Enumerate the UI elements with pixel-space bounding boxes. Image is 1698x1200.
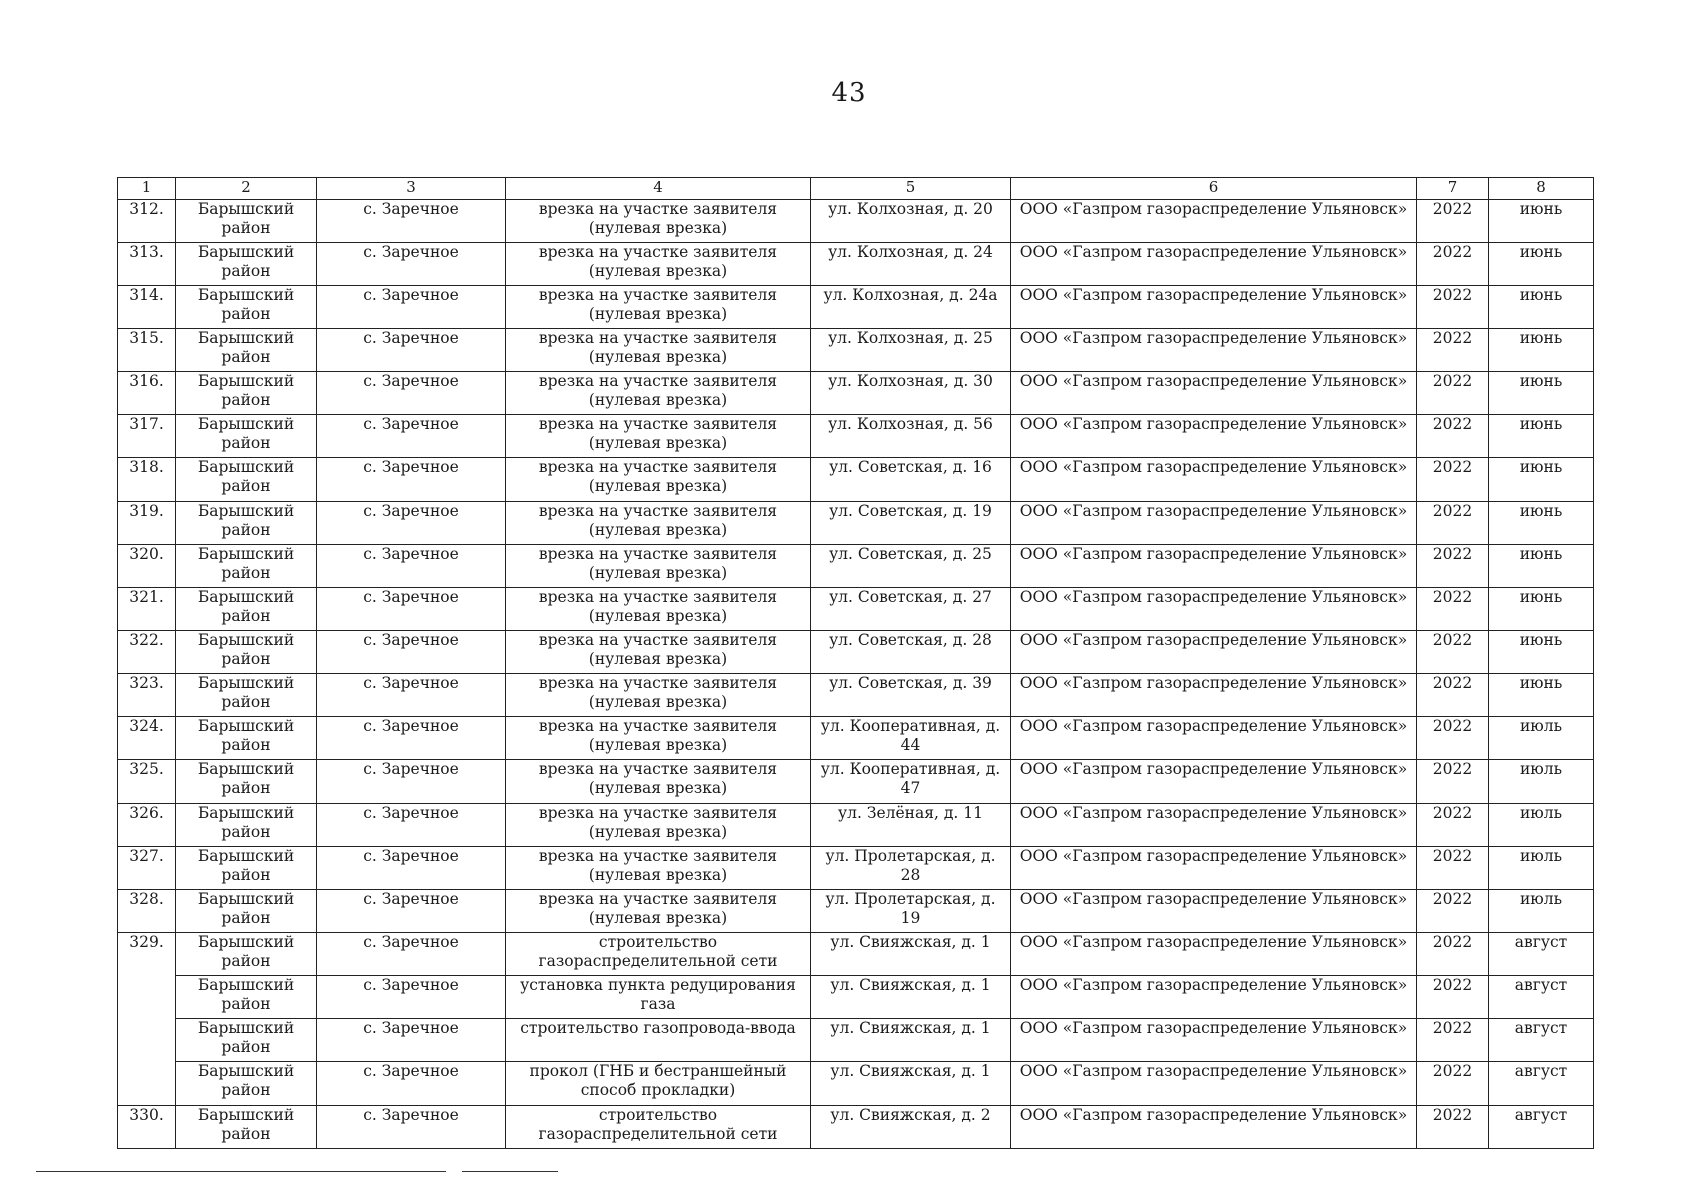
month-cell: июнь — [1489, 372, 1594, 415]
settlement-cell: с. Заречное — [317, 932, 506, 975]
organization-cell: ООО «Газпром газораспределение Ульяновск» — [1011, 803, 1417, 846]
month-cell: июль — [1489, 717, 1594, 760]
address-cell: ул. Колхозная, д. 30 — [811, 372, 1011, 415]
month-cell: август — [1489, 932, 1594, 975]
settlement-cell: с. Заречное — [317, 501, 506, 544]
organization-cell: ООО «Газпром газораспределение Ульяновск» — [1011, 544, 1417, 587]
year-cell: 2022 — [1417, 415, 1489, 458]
table-row — [118, 674, 1594, 717]
address-cell: ул. Колхозная, д. 24а — [811, 285, 1011, 328]
organization-cell: ООО «Газпром газораспределение Ульяновск» — [1011, 889, 1417, 932]
month-cell: июнь — [1489, 328, 1594, 371]
year-cell: 2022 — [1417, 1062, 1489, 1105]
settlement-cell: с. Заречное — [317, 760, 506, 803]
address-cell: ул. Колхозная, д. 25 — [811, 328, 1011, 371]
settlement-cell: с. Заречное — [317, 717, 506, 760]
address-cell: ул. Советская, д. 39 — [811, 674, 1011, 717]
district-cell: Барышский район — [176, 415, 317, 458]
address-cell: ул. Колхозная, д. 20 — [811, 199, 1011, 242]
organization-cell: ООО «Газпром газораспределение Ульяновск» — [1011, 717, 1417, 760]
work-type-cell: строительство газораспределительной сети — [506, 1105, 811, 1148]
header-cell: 7 — [1417, 178, 1489, 200]
table-row — [118, 1062, 1594, 1105]
settlement-cell: с. Заречное — [317, 544, 506, 587]
organization-cell: ООО «Газпром газораспределение Ульяновск» — [1011, 415, 1417, 458]
work-type-cell: строительство газораспределительной сети — [506, 932, 811, 975]
district-cell: Барышский район — [176, 717, 317, 760]
header-cell: 5 — [811, 178, 1011, 200]
table-row — [118, 803, 1594, 846]
organization-cell: ООО «Газпром газораспределение Ульяновск» — [1011, 760, 1417, 803]
address-cell: ул. Свияжская, д. 1 — [811, 1062, 1011, 1105]
table-row — [118, 1019, 1594, 1062]
address-cell: ул. Кооперативная, д. 47 — [811, 760, 1011, 803]
organization-cell: ООО «Газпром газораспределение Ульяновск» — [1011, 501, 1417, 544]
work-type-cell: установка пункта редуцирования газа — [506, 976, 811, 1019]
table-header-row — [118, 178, 1594, 200]
year-cell: 2022 — [1417, 1019, 1489, 1062]
month-cell: июль — [1489, 803, 1594, 846]
work-type-cell: врезка на участке заявителя (нулевая врезка) — [506, 372, 811, 415]
settlement-cell: с. Заречное — [317, 199, 506, 242]
month-cell: июнь — [1489, 630, 1594, 673]
address-cell: ул. Советская, д. 27 — [811, 587, 1011, 630]
month-cell: август — [1489, 1062, 1594, 1105]
year-cell: 2022 — [1417, 932, 1489, 975]
address-cell: ул. Зелёная, д. 11 — [811, 803, 1011, 846]
organization-cell: ООО «Газпром газораспределение Ульяновск» — [1011, 1062, 1417, 1105]
page-number: 43 — [831, 78, 867, 108]
month-cell: июль — [1489, 889, 1594, 932]
work-type-cell: врезка на участке заявителя (нулевая врезка) — [506, 285, 811, 328]
month-cell: июнь — [1489, 587, 1594, 630]
row-number-cell: 324. — [118, 717, 176, 760]
address-cell: ул. Свияжская, д. 1 — [811, 976, 1011, 1019]
row-number-cell: 316. — [118, 372, 176, 415]
row-number-cell: 312. — [118, 199, 176, 242]
table-row — [118, 458, 1594, 501]
address-cell: ул. Пролетарская, д. 28 — [811, 846, 1011, 889]
settlement-cell: с. Заречное — [317, 372, 506, 415]
row-number-cell: 323. — [118, 674, 176, 717]
work-type-cell: врезка на участке заявителя (нулевая врезка) — [506, 889, 811, 932]
district-cell: Барышский район — [176, 242, 317, 285]
organization-cell: ООО «Газпром газораспределение Ульяновск» — [1011, 328, 1417, 371]
month-cell: июль — [1489, 846, 1594, 889]
year-cell: 2022 — [1417, 285, 1489, 328]
table-row — [118, 932, 1594, 975]
work-type-cell: врезка на участке заявителя (нулевая врезка) — [506, 415, 811, 458]
address-cell: ул. Свияжская, д. 1 — [811, 932, 1011, 975]
row-number-cell: 325. — [118, 760, 176, 803]
district-cell: Барышский район — [176, 501, 317, 544]
district-cell: Барышский район — [176, 803, 317, 846]
work-type-cell: врезка на участке заявителя (нулевая врезка) — [506, 803, 811, 846]
schedule-table-wrapper — [117, 177, 1593, 1149]
settlement-cell: с. Заречное — [317, 285, 506, 328]
district-cell: Барышский район — [176, 544, 317, 587]
table-row — [118, 1105, 1594, 1148]
settlement-cell: с. Заречное — [317, 1105, 506, 1148]
district-cell: Барышский район — [176, 1019, 317, 1062]
year-cell: 2022 — [1417, 199, 1489, 242]
organization-cell: ООО «Газпром газораспределение Ульяновск» — [1011, 372, 1417, 415]
address-cell: ул. Советская, д. 16 — [811, 458, 1011, 501]
address-cell: ул. Советская, д. 25 — [811, 544, 1011, 587]
month-cell: июнь — [1489, 674, 1594, 717]
year-cell: 2022 — [1417, 846, 1489, 889]
address-cell: ул. Колхозная, д. 24 — [811, 242, 1011, 285]
organization-cell: ООО «Газпром газораспределение Ульяновск» — [1011, 242, 1417, 285]
table-body — [118, 178, 1594, 1149]
table-row — [118, 587, 1594, 630]
organization-cell: ООО «Газпром газораспределение Ульяновск» — [1011, 932, 1417, 975]
organization-cell: ООО «Газпром газораспределение Ульяновск» — [1011, 976, 1417, 1019]
year-cell: 2022 — [1417, 544, 1489, 587]
settlement-cell: с. Заречное — [317, 1062, 506, 1105]
address-cell: ул. Кооперативная, д. 44 — [811, 717, 1011, 760]
year-cell: 2022 — [1417, 372, 1489, 415]
district-cell: Барышский район — [176, 372, 317, 415]
organization-cell: ООО «Газпром газораспределение Ульяновск» — [1011, 674, 1417, 717]
work-type-cell: врезка на участке заявителя (нулевая врезка) — [506, 544, 811, 587]
month-cell: июнь — [1489, 242, 1594, 285]
organization-cell: ООО «Газпром газораспределение Ульяновск» — [1011, 1019, 1417, 1062]
year-cell: 2022 — [1417, 674, 1489, 717]
district-cell: Барышский район — [176, 760, 317, 803]
district-cell: Барышский район — [176, 458, 317, 501]
header-cell: 8 — [1489, 178, 1594, 200]
district-cell: Барышский район — [176, 976, 317, 1019]
work-type-cell: врезка на участке заявителя (нулевая врезка) — [506, 760, 811, 803]
year-cell: 2022 — [1417, 458, 1489, 501]
month-cell: июнь — [1489, 458, 1594, 501]
settlement-cell: с. Заречное — [317, 587, 506, 630]
district-cell: Барышский район — [176, 846, 317, 889]
work-type-cell: врезка на участке заявителя (нулевая врезка) — [506, 328, 811, 371]
row-number-cell: 318. — [118, 458, 176, 501]
work-type-cell: врезка на участке заявителя (нулевая врезка) — [506, 458, 811, 501]
table-row — [118, 976, 1594, 1019]
table-row — [118, 501, 1594, 544]
row-number-cell: 329. — [118, 932, 176, 1105]
row-number-cell: 313. — [118, 242, 176, 285]
year-cell: 2022 — [1417, 242, 1489, 285]
organization-cell: ООО «Газпром газораспределение Ульяновск» — [1011, 1105, 1417, 1148]
settlement-cell: с. Заречное — [317, 846, 506, 889]
district-cell: Барышский район — [176, 199, 317, 242]
organization-cell: ООО «Газпром газораспределение Ульяновск» — [1011, 630, 1417, 673]
table-row — [118, 717, 1594, 760]
month-cell: август — [1489, 1019, 1594, 1062]
year-cell: 2022 — [1417, 760, 1489, 803]
address-cell: ул. Пролетарская, д. 19 — [811, 889, 1011, 932]
header-cell: 3 — [317, 178, 506, 200]
row-number-cell: 330. — [118, 1105, 176, 1148]
table-row — [118, 328, 1594, 371]
table-row — [118, 285, 1594, 328]
row-number-cell: 320. — [118, 544, 176, 587]
month-cell: июнь — [1489, 199, 1594, 242]
settlement-cell: с. Заречное — [317, 415, 506, 458]
address-cell: ул. Колхозная, д. 56 — [811, 415, 1011, 458]
district-cell: Барышский район — [176, 889, 317, 932]
work-type-cell: врезка на участке заявителя (нулевая врезка) — [506, 501, 811, 544]
header-cell: 6 — [1011, 178, 1417, 200]
year-cell: 2022 — [1417, 1105, 1489, 1148]
settlement-cell: с. Заречное — [317, 630, 506, 673]
district-cell: Барышский район — [176, 285, 317, 328]
work-type-cell: врезка на участке заявителя (нулевая врезка) — [506, 846, 811, 889]
work-type-cell: врезка на участке заявителя (нулевая врезка) — [506, 674, 811, 717]
work-type-cell: строительство газопровода-ввода — [506, 1019, 811, 1062]
year-cell: 2022 — [1417, 587, 1489, 630]
month-cell: июль — [1489, 760, 1594, 803]
district-cell: Барышский район — [176, 932, 317, 975]
address-cell: ул. Свияжская, д. 2 — [811, 1105, 1011, 1148]
bottom-rule-left — [36, 1171, 446, 1172]
work-type-cell: врезка на участке заявителя (нулевая врезка) — [506, 587, 811, 630]
year-cell: 2022 — [1417, 501, 1489, 544]
year-cell: 2022 — [1417, 889, 1489, 932]
year-cell: 2022 — [1417, 717, 1489, 760]
district-cell: Барышский район — [176, 587, 317, 630]
table-row — [118, 760, 1594, 803]
organization-cell: ООО «Газпром газораспределение Ульяновск» — [1011, 458, 1417, 501]
organization-cell: ООО «Газпром газораспределение Ульяновск» — [1011, 199, 1417, 242]
year-cell: 2022 — [1417, 803, 1489, 846]
work-type-cell: врезка на участке заявителя (нулевая врезка) — [506, 717, 811, 760]
row-number-cell: 327. — [118, 846, 176, 889]
row-number-cell: 315. — [118, 328, 176, 371]
settlement-cell: с. Заречное — [317, 1019, 506, 1062]
year-cell: 2022 — [1417, 630, 1489, 673]
table-row — [118, 630, 1594, 673]
work-type-cell: врезка на участке заявителя (нулевая врезка) — [506, 242, 811, 285]
work-type-cell: врезка на участке заявителя (нулевая врезка) — [506, 199, 811, 242]
district-cell: Барышский район — [176, 1062, 317, 1105]
settlement-cell: с. Заречное — [317, 674, 506, 717]
settlement-cell: с. Заречное — [317, 242, 506, 285]
header-cell: 4 — [506, 178, 811, 200]
month-cell: август — [1489, 976, 1594, 1019]
row-number-cell: 326. — [118, 803, 176, 846]
settlement-cell: с. Заречное — [317, 976, 506, 1019]
district-cell: Барышский район — [176, 328, 317, 371]
district-cell: Барышский район — [176, 630, 317, 673]
district-cell: Барышский район — [176, 674, 317, 717]
month-cell: июнь — [1489, 501, 1594, 544]
work-type-cell: прокол (ГНБ и бестраншейный способ прокладки) — [506, 1062, 811, 1105]
month-cell: июнь — [1489, 285, 1594, 328]
organization-cell: ООО «Газпром газораспределение Ульяновск» — [1011, 587, 1417, 630]
header-cell: 1 — [118, 178, 176, 200]
work-type-cell: врезка на участке заявителя (нулевая врезка) — [506, 630, 811, 673]
settlement-cell: с. Заречное — [317, 458, 506, 501]
row-number-cell: 321. — [118, 587, 176, 630]
address-cell: ул. Советская, д. 28 — [811, 630, 1011, 673]
row-number-cell: 314. — [118, 285, 176, 328]
row-number-cell: 319. — [118, 501, 176, 544]
table-row — [118, 544, 1594, 587]
table-row — [118, 889, 1594, 932]
table-row — [118, 415, 1594, 458]
table-row — [118, 199, 1594, 242]
table-row — [118, 846, 1594, 889]
month-cell: август — [1489, 1105, 1594, 1148]
year-cell: 2022 — [1417, 976, 1489, 1019]
settlement-cell: с. Заречное — [317, 328, 506, 371]
district-cell: Барышский район — [176, 1105, 317, 1148]
month-cell: июнь — [1489, 544, 1594, 587]
header-cell: 2 — [176, 178, 317, 200]
row-number-cell: 317. — [118, 415, 176, 458]
settlement-cell: с. Заречное — [317, 889, 506, 932]
row-number-cell: 322. — [118, 630, 176, 673]
settlement-cell: с. Заречное — [317, 803, 506, 846]
year-cell: 2022 — [1417, 328, 1489, 371]
table-row — [118, 372, 1594, 415]
bottom-rule-middle — [462, 1171, 558, 1172]
month-cell: июнь — [1489, 415, 1594, 458]
table-row — [118, 242, 1594, 285]
address-cell: ул. Советская, д. 19 — [811, 501, 1011, 544]
address-cell: ул. Свияжская, д. 1 — [811, 1019, 1011, 1062]
organization-cell: ООО «Газпром газораспределение Ульяновск» — [1011, 846, 1417, 889]
row-number-cell: 328. — [118, 889, 176, 932]
schedule-table — [117, 177, 1594, 1149]
organization-cell: ООО «Газпром газораспределение Ульяновск» — [1011, 285, 1417, 328]
